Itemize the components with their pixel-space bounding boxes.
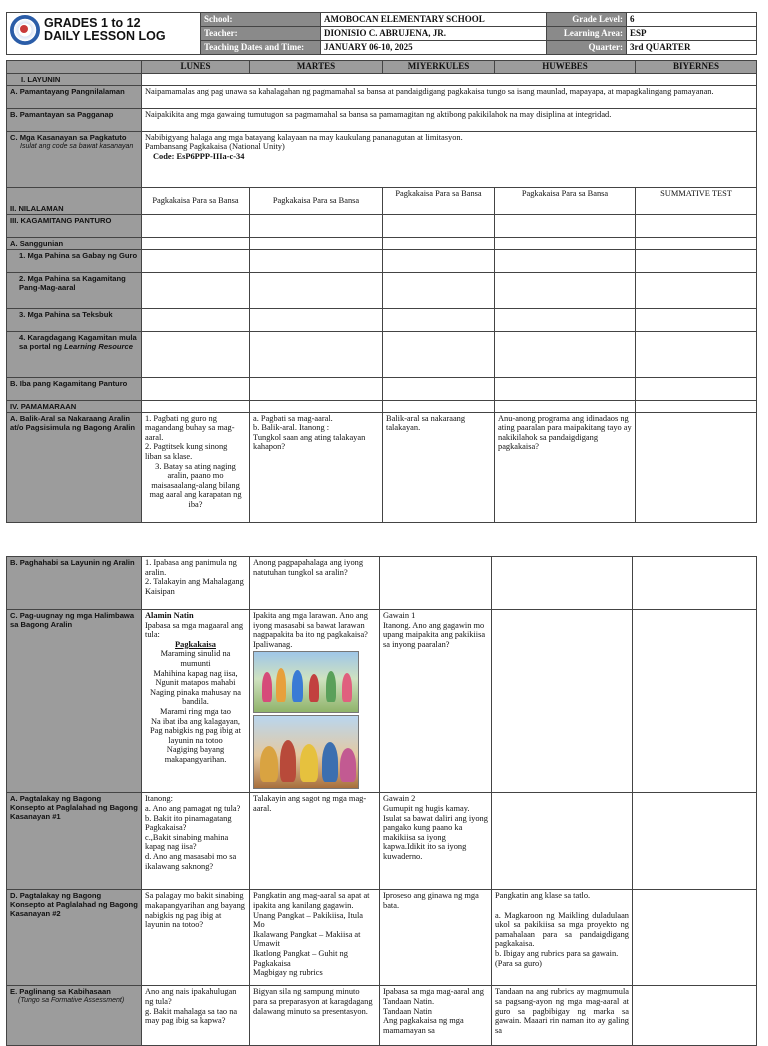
nilalaman-fri: SUMMATIVE TEST (636, 187, 757, 214)
kagamitang-fri (636, 214, 757, 237)
paglinang-sub: (Tungo sa Formative Assessment) (18, 997, 125, 1005)
kasanayan-label-cell (7, 131, 142, 187)
balik-aral-tue: a. Pagbati sa mag-aaral. b. Balik-aral. Itanong : Tungkol saan ang ating talakayan kahapon? (250, 412, 383, 522)
kpm-thu (495, 272, 636, 308)
sanggunian-fri (636, 237, 757, 249)
balik-aral-thu: Anu-anong programa ang idinadaos ng ating paaralan para maipakitang tayo ay nakikilahok sa pandaigdigang pagkakaisa? (495, 412, 636, 522)
teksbuk-tue (250, 308, 383, 331)
pamantayang-pangnilalaman-text: Naipamamalas ang pag unawa sa kahalagahan ng pagmamahal sa bansa at pandaigdigang pagkakaisa tungo sa isang maunlad, mapayapa, at mapagkalingang pamayanan. (142, 85, 757, 108)
poem-intro: Ipabasa sa mga magaaral ang tula: (145, 620, 244, 640)
pagtalakay-2-wed: Iproseso ang ginawa ng mga bata. (380, 890, 492, 986)
alamin-natin: Alamin Natin (145, 611, 194, 620)
balik-aral-mon-cell (142, 412, 250, 522)
kpm-fri (636, 272, 757, 308)
teksbuk-mon (142, 308, 250, 331)
iba-fri (636, 377, 757, 400)
deped-seal-icon (10, 15, 40, 45)
logo-line-1: GRADES 1 to 12 (44, 16, 141, 30)
pagtalakay-1-thu (492, 793, 633, 890)
area-label: Learning Area: (547, 27, 627, 41)
pamantayang-pangnilalaman-label: A. Pamantayang Pangnilalaman (7, 85, 142, 108)
lesson-table-2 (6, 556, 757, 1046)
kasanayan-code: Code: EsP6PPP-IIIa-c-34 (153, 151, 245, 161)
kasanayan-label: C. Mga Kasanayan sa Pagkatuto (10, 132, 127, 142)
kpm-mon (142, 272, 250, 308)
teksbuk-thu (495, 308, 636, 331)
balik-aral-mon: 1. Pagbati ng guro ng magandang buhay sa mag-aaral. 2. Pagtitsek kung sinong liban sa klase. (145, 413, 235, 461)
kk-thu (495, 331, 636, 377)
pag-uugnay-wed: Gawain 1 Itanong. Ano ang gagawin mo upang maipakita ang pakikiisa sa inyong paaralan? (380, 610, 492, 793)
pag-uugnay-label: C. Pag-uugnay ng mga Halimbawa sa Bagong Aralin (7, 610, 142, 793)
gabay-label: 1. Mga Pahina sa Gabay ng Guro (7, 249, 142, 272)
pam-wed (383, 400, 495, 412)
poem-body: Maraming sinulid na mumunti Mahihina kapag nag iisa, Ngunit matapos mahabi Naging pinaka mahusay na bandila. Marami ring mga tao Na ibat iba ang kalagayan, Pag nabigkis ng pag ibig at layunin na totoo Nagiging bayang makapangyarihan. (150, 649, 241, 764)
sanggunian-label: A. Sanggunian (7, 237, 142, 249)
unity-photo-2 (253, 715, 359, 789)
kagamitang-mon (142, 214, 250, 237)
sanggunian-wed (383, 237, 495, 249)
paglinang-thu: Tandaan na ang rubrics ay magmumula sa pagsang-ayon ng mga mag-aaral at guro sa pagbibigay ng marka sa gawain. Maaari rin naman ito ay galing sa (492, 986, 633, 1046)
gabay-tue (250, 249, 383, 272)
pagtalakay-2-tue: Pangkatin ang mag-aaral sa apat at ipakita ang kanilang gagawin. Unang Pangkat – Pakikiisa, Itula Mo Ikalawang Pangkat – Makiisa at Umawit Ikatlong Pangkat – Guhit ng Pagkakaisa Magbigay ng rubrics (250, 890, 380, 986)
lesson-sheet-1 (6, 60, 756, 523)
kagamitang-tue (250, 214, 383, 237)
pam-mon (142, 400, 250, 412)
balik-aral-fri (636, 412, 757, 522)
kk-wed (383, 331, 495, 377)
logo-line-2: DAILY LESSON LOG (44, 29, 166, 43)
pag-uugnay-tue-cell (250, 610, 380, 793)
paglinang-fri (633, 986, 757, 1046)
paghahabi-label: B. Paghahabi sa Layunin ng Aralin (7, 557, 142, 610)
pagtalakay-1-label: A. Pagtalakay ng Bagong Konsepto at Paglalahad ng Bagong Kasanayan #1 (7, 793, 142, 890)
pagtalakay-2-label: D. Pagtalakay ng Bagong Konsepto at Paglalahad ng Bagong Kasanayan #2 (7, 890, 142, 986)
gabay-thu (495, 249, 636, 272)
iba-pang-kagamitan-label: B. Iba pang Kagamitang Panturo (7, 377, 142, 400)
paghahabi-mon: 1. Ipabasa ang panimula ng aralin. 2. Talakayin ang Mahalagang Kaisipan (142, 557, 250, 610)
teksbuk-fri (636, 308, 757, 331)
pagtalakay-1-wed: Gawain 2 Gumupit ng hugis kamay. Isulat sa bawat daliri ang iyong pangako kung paano ka makikiisa sa iyong kapwa.Idikit ito sa iyong kuwaderno. (380, 793, 492, 890)
dates-value: JANUARY 06-10, 2025 (321, 41, 547, 55)
school-label: School: (201, 13, 321, 27)
paghahabi-wed (380, 557, 492, 610)
pag-uugnay-fri (633, 610, 757, 793)
layunin-label: I. LAYUNIN (7, 73, 142, 85)
sanggunian-mon (142, 237, 250, 249)
logo-cell (7, 13, 201, 55)
pagtalakay-2-fri (633, 890, 757, 986)
iba-tue (250, 377, 383, 400)
kpm-tue (250, 272, 383, 308)
gabay-fri (636, 249, 757, 272)
school-value: AMOBOCAN ELEMENTARY SCHOOL (321, 13, 547, 27)
kk-mon (142, 331, 250, 377)
paghahabi-fri (633, 557, 757, 610)
paglinang-label-cell (7, 986, 142, 1046)
paglinang-wed: Ipabasa sa mga mag-aaral ang Tandaan Natin. Tandaan Natin Ang pagkakaisa ng mga mamamayan sa (380, 986, 492, 1046)
kk-fri (636, 331, 757, 377)
kagamitang-label: III. KAGAMITANG PANTURO (7, 214, 142, 237)
pagtalakay-2-thu: Pangkatin ang klase sa tatlo. a. Magkaroon ng Maikling duladulaan ukol sa pakikiisa sa mga proyekto ng pamahalaan para sa pandaigdigang pagkakaisa. b. Ibigay ang rubrics para sa gawain. (Para sa guro) (492, 890, 633, 986)
paghahabi-tue: Anong pagpapahalaga ang iyong natutuhan tungkol sa aralin? (250, 557, 380, 610)
paglinang-label: E. Paglinang sa Kabihasaan (10, 987, 111, 997)
nilalaman-thu: Pagkakaisa Para sa Bansa (495, 187, 636, 214)
karagdagang-text: 4. Karagdagang Kagamitan mula sa portal ng (19, 332, 137, 351)
pag-uugnay-mon-cell (142, 610, 250, 793)
day-header-thu: HUWEBES (495, 61, 636, 74)
pamantayan-sa-pagganap-label: B. Pamantayan sa Pagganap (7, 108, 142, 131)
poem-title: Pagkakaisa (175, 639, 216, 649)
sanggunian-thu (495, 237, 636, 249)
balik-aral-wed: Balik-aral sa nakaraang talakayan. (383, 412, 495, 522)
grade-label: Grade Level: (547, 13, 627, 27)
day-header-wed: MIYERKULES (383, 61, 495, 74)
pamamaraan-label: IV. PAMAMARAAN (7, 400, 142, 412)
unity-photo-1 (253, 651, 359, 713)
pam-fri (636, 400, 757, 412)
kasanayan-text-1: Nabibigyang halaga ang mga batayang kalayaan na may kaukulang pananagutan at limitasyon. (145, 132, 463, 142)
kpm-wed (383, 272, 495, 308)
pagtalakay-1-mon: Itanong: a. Ano ang pamagat ng tula? b. Bakit ito pinamagatang Pagkakaisa? c.,Bakit sinabing mahina kapag nag iisa? d. Ano ang masasabi mo sa ikalawang saknong? (142, 793, 250, 890)
sanggunian-tue (250, 237, 383, 249)
dates-label: Teaching Dates and Time: (201, 41, 321, 55)
iba-wed (383, 377, 495, 400)
learning-resource-text: Learning Resource (64, 341, 133, 351)
teksbuk-label: 3. Mga Pahina sa Teksbuk (7, 308, 142, 331)
day-header-fri: BIYERNES (636, 61, 757, 74)
paglinang-mon: Ano ang nais ipakahulugan ng tula? g. Bakit mahalaga sa tao na may pag ibig sa kapwa? (142, 986, 250, 1046)
header-sheet (6, 12, 756, 55)
kasanayan-text-2: Pambansang Pagkakaisa (National Unity) (145, 142, 285, 152)
karagdagang-kagamitan-label (7, 331, 142, 377)
pag-uugnay-thu (492, 610, 633, 793)
pagtalakay-1-tue: Talakayin ang sagot ng mga mag-aaral. (250, 793, 380, 890)
area-value: ESP (627, 27, 757, 41)
day-header-blank (7, 61, 142, 74)
pagtalakay-1-fri (633, 793, 757, 890)
kagamitang-thu (495, 214, 636, 237)
kasanayan-text-cell (142, 131, 757, 187)
balik-aral-mon-item3: 3. Batay sa ating naging aralin, paano mo maisasaalang-alang bilang mag aaral ang karapatan ng iba? (149, 461, 242, 509)
lesson-table-1 (6, 60, 757, 523)
nilalaman-label: II. NILALAMAN (7, 187, 142, 214)
kk-tue (250, 331, 383, 377)
nilalaman-tue: Pagkakaisa Para sa Bansa (250, 187, 383, 214)
pam-tue (250, 400, 383, 412)
quarter-label: Quarter: (547, 41, 627, 55)
teksbuk-wed (383, 308, 495, 331)
iba-mon (142, 377, 250, 400)
nilalaman-mon: Pagkakaisa Para sa Bansa (142, 187, 250, 214)
paglinang-tue: Bigyan sila ng sampung minuto para sa preparasyon at karagdagang dalawang minuto sa presentasyon. (250, 986, 380, 1046)
balik-aral-label: A. Balik-Aral sa Nakaraang Aralin at/o Pagsisimula ng Bagong Aralin (7, 412, 142, 522)
pagtalakay-2-mon: Sa palagay mo bakit sinabing makapangyarihan ang bayang nabigkis ng pag ibig at layunin na totoo? (142, 890, 250, 986)
pam-thu (495, 400, 636, 412)
kagamitang-wed (383, 214, 495, 237)
kasanayan-sub: Isulat ang code sa bawat kasanayan (20, 142, 134, 150)
nilalaman-wed: Pagkakaisa Para sa Bansa (383, 187, 495, 214)
iba-thu (495, 377, 636, 400)
teacher-value: DIONISIO C. ABRUJENA, JR. (321, 27, 547, 41)
day-header-mon: LUNES (142, 61, 250, 74)
grade-value: 6 (627, 13, 757, 27)
layunin-blank (142, 73, 757, 85)
gabay-mon (142, 249, 250, 272)
kagamitang-pang-mag-aaral-label: 2. Mga Pahina sa Kagamitang Pang-Mag-aaral (7, 272, 142, 308)
paghahabi-thu (492, 557, 633, 610)
gabay-wed (383, 249, 495, 272)
pamantayan-sa-pagganap-text: Naipakikita ang mga gawaing tumutugon sa pagmamahal sa bansa sa pamamagitan ng aktibong pakikilahok na may disiplina at integridad. (142, 108, 757, 131)
header-table (6, 12, 757, 55)
quarter-value: 3rd QUARTER (627, 41, 757, 55)
teacher-label: Teacher: (201, 27, 321, 41)
lesson-sheet-2 (6, 556, 756, 1046)
pag-uugnay-tue: Ipakita ang mga larawan. Ano ang iyong masasabi sa bawat larawan nagpapakita ba ito ng pagkakaisa? Ipaliwanag. (253, 611, 368, 649)
day-header-tue: MARTES (250, 61, 383, 74)
